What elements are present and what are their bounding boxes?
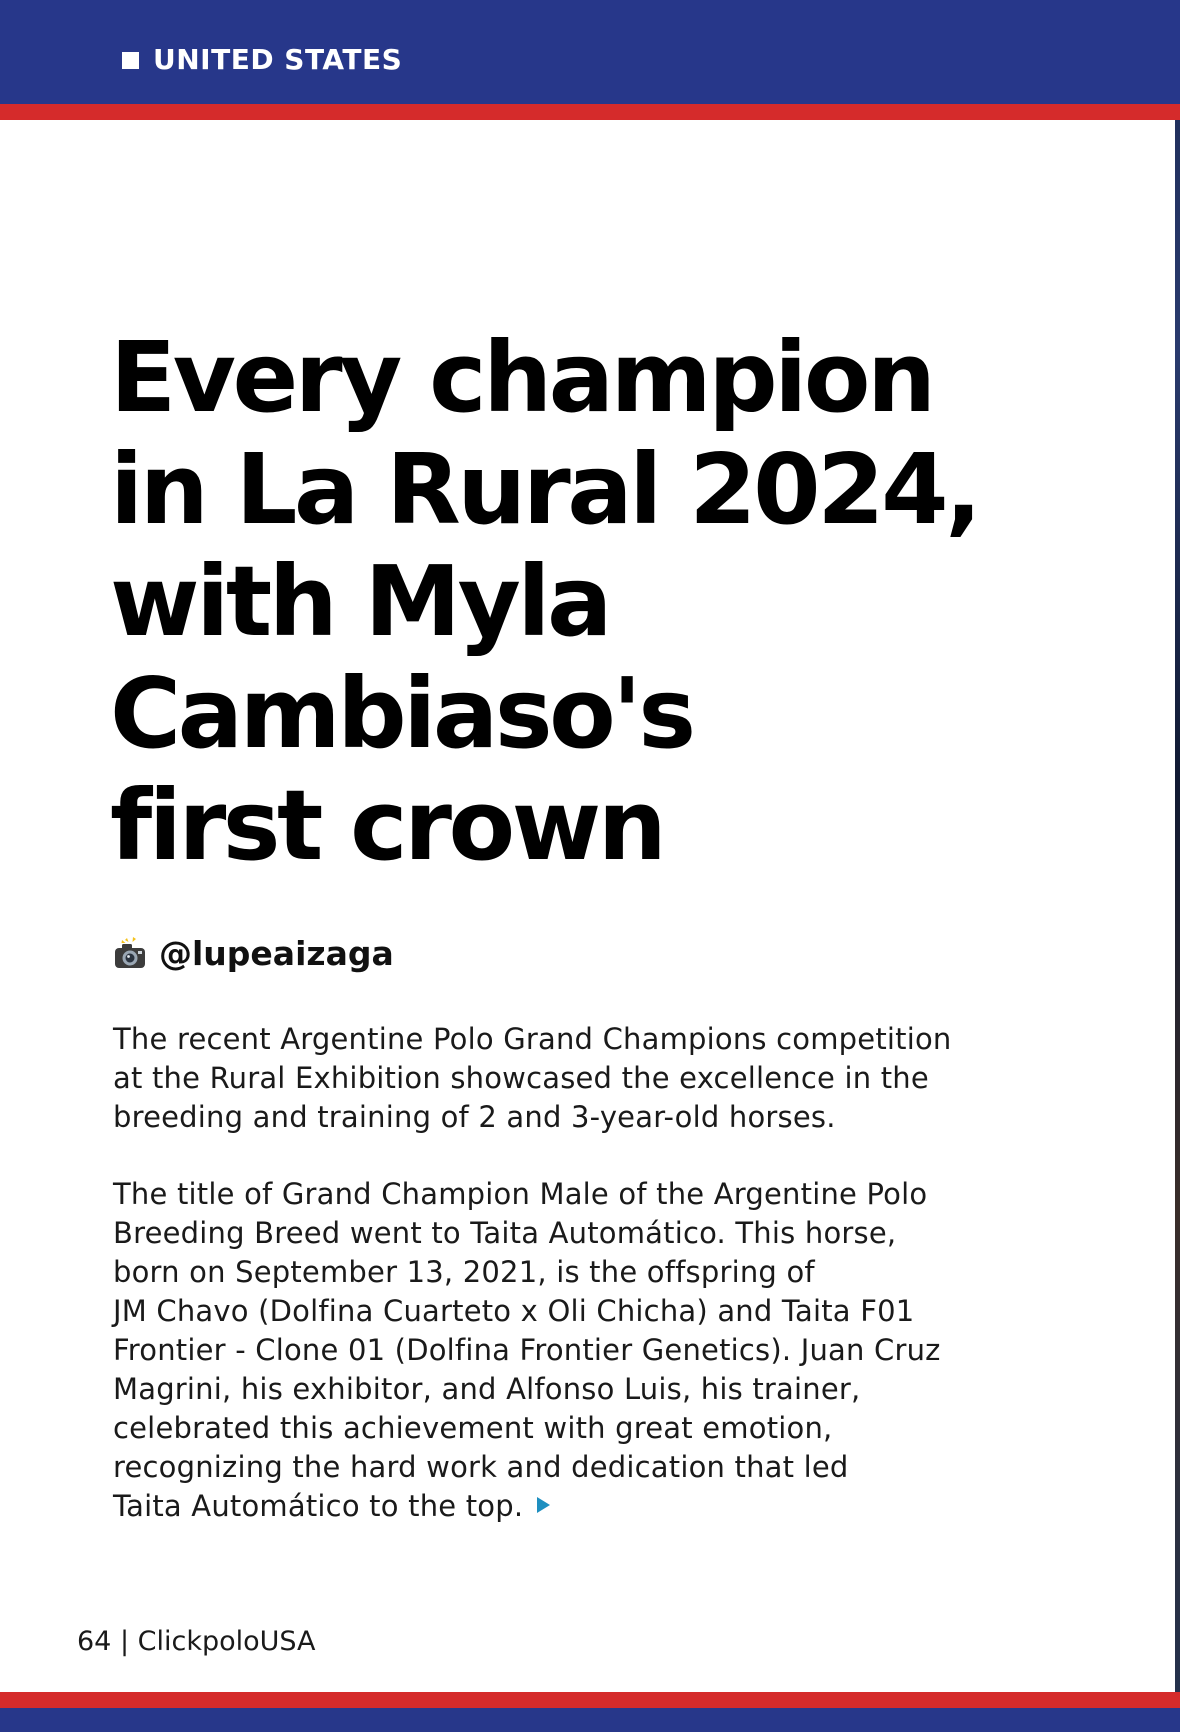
section-label [122, 43, 403, 76]
footer-bar [0, 1708, 1180, 1732]
footer-separator: | [111, 1626, 138, 1657]
article-paragraph-1: The recent Argentine Polo Grand Champions competition at the Rural Exhibition showcased the excellence in the breeding and training of 2 and 3-year-old horses. [113, 1022, 952, 1134]
page-number: 64 [77, 1626, 112, 1657]
article-paragraph-2 [113, 1175, 1073, 1526]
camera-with-flash-icon [113, 937, 147, 971]
square-bullet-icon [122, 52, 139, 69]
adjacent-page-edge [1175, 0, 1180, 1732]
header-red-stripe [0, 104, 1180, 120]
page-footer [77, 1626, 316, 1657]
photo-credit [113, 934, 394, 973]
section-label-text: UNITED STATES [153, 43, 403, 76]
publication-name: ClickpoloUSA [137, 1626, 316, 1657]
article-paragraph-2-text: The title of Grand Champion Male of the Argentine Polo Breeding Breed went to Taita Automático. This horse, born on September 13, 2021, is the offspring of JM Chavo (Dolfina Cuarteto x Oli Chicha) and Taita F01 Frontier - Clone 01 (Dolfina Frontier Genetics). Juan Cruz Magrini, his exhibitor, and Alfonso Luis, his trainer, celebrated this achievement with great emotion, recognizing the hard work and dedication that led Taita Automático to the top. [113, 1177, 941, 1523]
article-headline: Every champion in La Rural 2024, with Myla Cambiaso's first crown [110, 321, 979, 882]
triangle-right-icon [537, 1497, 550, 1513]
photo-credit-handle: @lupeaizaga [159, 934, 394, 973]
footer-red-stripe [0, 1692, 1180, 1708]
